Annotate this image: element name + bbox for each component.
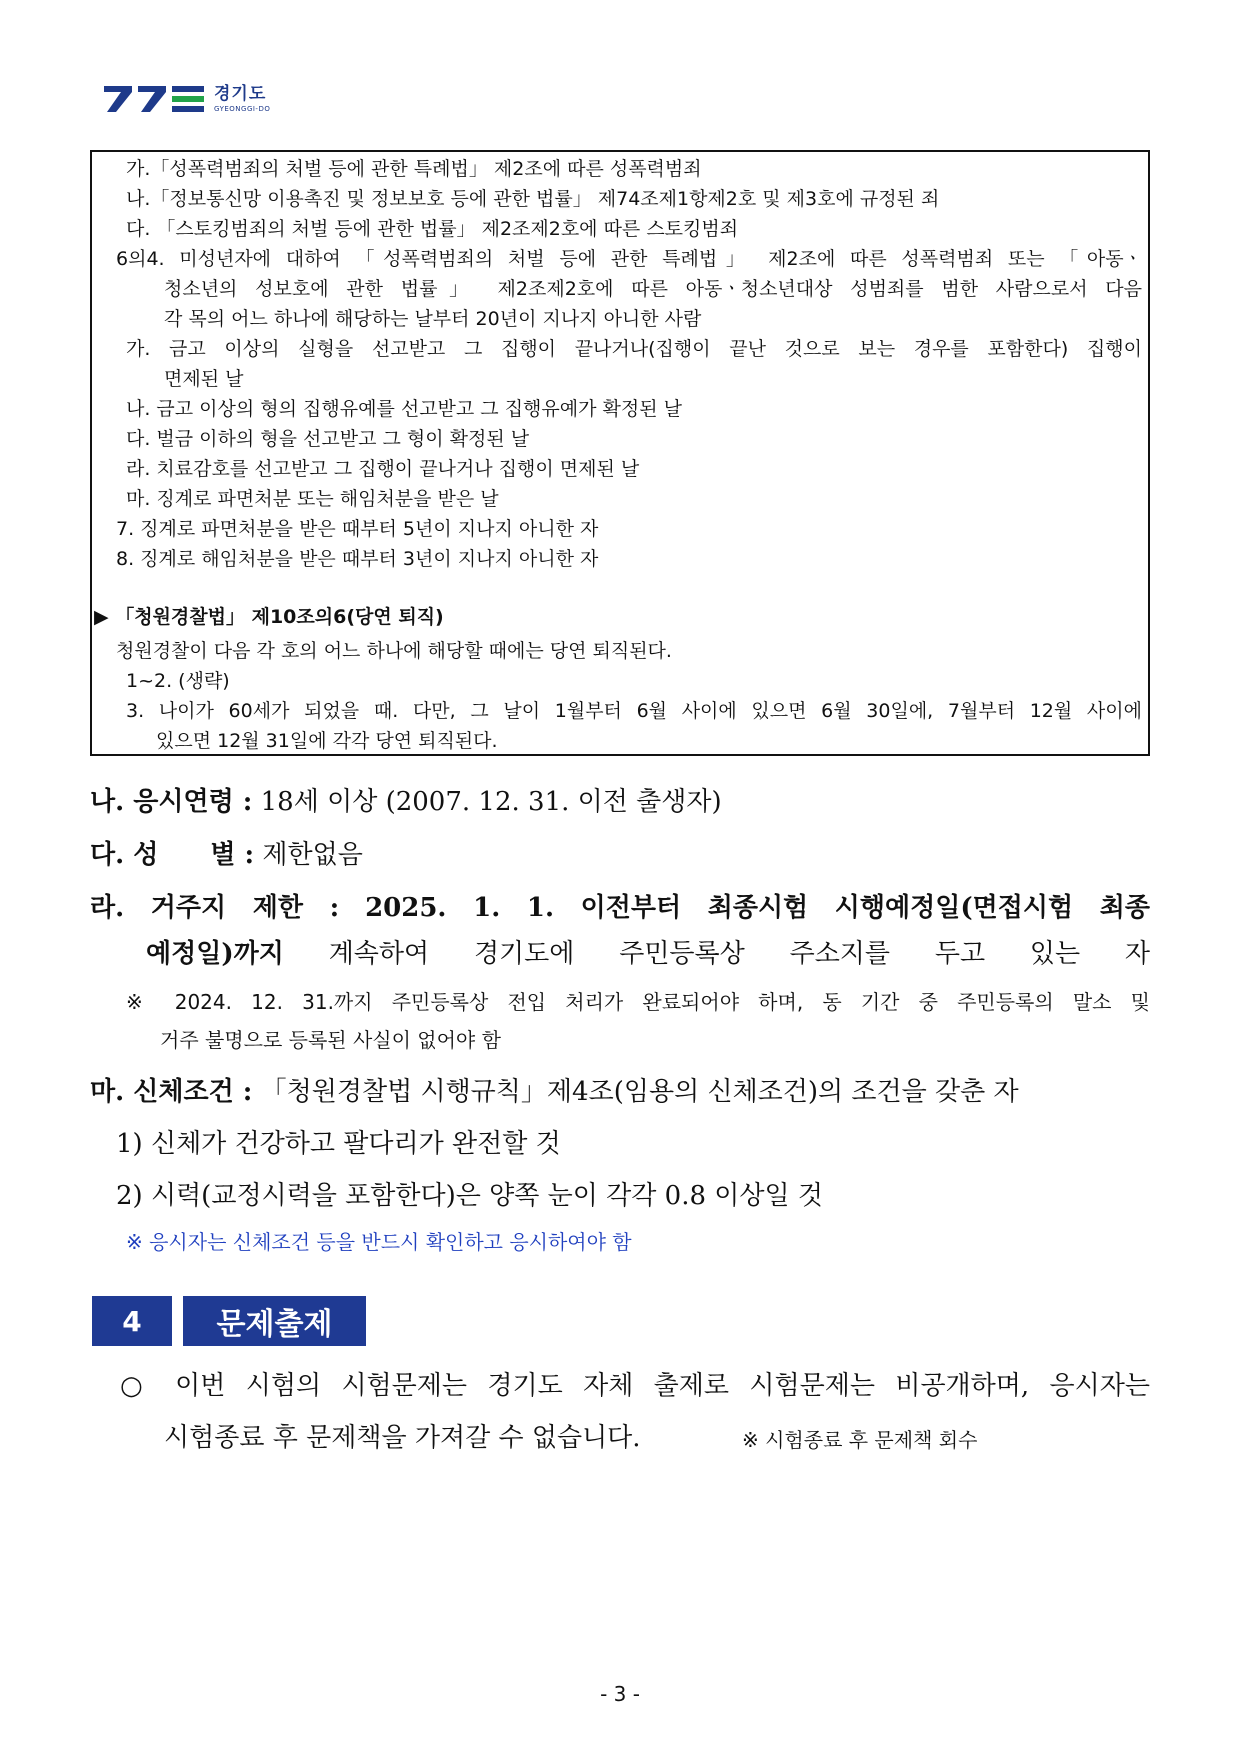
box-heading: ▶ 「청원경찰법」 제10조의6(당연 퇴직) bbox=[94, 606, 444, 628]
box-sub-line: 있으면 12월 31일에 각각 당연 퇴직된다. bbox=[156, 730, 498, 752]
gyeonggi-logo bbox=[104, 82, 270, 116]
residence-requirement-line-2 bbox=[146, 936, 1150, 972]
box-sub-line: 청원경찰이 다음 각 호의 어느 하나에 해당할 때에는 당연 퇴직된다. bbox=[116, 640, 672, 662]
residence-label: 라. 거주지 제한 : bbox=[90, 893, 340, 923]
box-line: 6의4. 미성년자에 대하여 「성폭력범죄의 처벌 등에 관한 특례법」 제2조에 따른 성폭력범죄 또는 「아동ㆍ bbox=[116, 248, 1142, 270]
law-excerpt-box bbox=[90, 150, 1150, 756]
box-line: 8. 징계로 해임처분을 받은 때부터 3년이 지나지 아니한 자 bbox=[116, 548, 599, 570]
page-number: - 3 - bbox=[600, 1682, 640, 1706]
physical-item: 1) 신체가 건강하고 팔다리가 완전할 것 bbox=[116, 1129, 561, 1159]
age-label: 나. 응시연령 : bbox=[90, 787, 253, 817]
physical-value: 「청원경찰법 시행규칙」제4조(임용의 신체조건)의 조건을 갖춘 자 bbox=[260, 1077, 1019, 1107]
section4-line-1: ○ 이번 시험의 시험문제는 경기도 자체 출제로 시험문제는 비공개하며, 응시자는 bbox=[120, 1371, 1150, 1401]
age-requirement bbox=[90, 784, 722, 820]
residence-note-line-2: 거주 불명으로 등록된 사실이 없어야 함 bbox=[160, 1028, 501, 1052]
box-line: 가. 금고 이상의 실형을 선고받고 그 집행이 끝나거나(집행이 끝난 것으로 보는 경우를 포함한다) 집행이 bbox=[126, 338, 1142, 360]
physical-note: ※ 응시자는 신체조건 등을 반드시 확인하고 응시하여야 함 bbox=[126, 1230, 632, 1254]
box-sub-line: 1~2. (생략) bbox=[126, 670, 230, 692]
box-line: 나.「정보통신망 이용촉진 및 정보보호 등에 관한 법률」 제74조제1항제2호 및 제3호에 규정된 죄 bbox=[126, 188, 940, 210]
gender-requirement bbox=[90, 837, 363, 873]
section-number: 4 bbox=[92, 1296, 172, 1346]
box-line: 마. 징계로 파면처분 또는 해임처분을 받은 날 bbox=[126, 488, 499, 510]
physical-label: 마. 신체조건 : bbox=[90, 1077, 253, 1107]
box-line: 가.「성폭력범죄의 처벌 등에 관한 특례법」 제2조에 따른 성폭력범죄 bbox=[126, 158, 702, 180]
box-line: 청소년의 성보호에 관한 법률」 제2조제2호에 따른 아동ㆍ청소년대상 성범죄를 범한 사람으로서 다음 bbox=[164, 278, 1142, 300]
box-line: 각 목의 어느 하나에 해당하는 날부터 20년이 지나지 아니한 사람 bbox=[164, 308, 702, 330]
box-line: 나. 금고 이상의 형의 집행유예를 선고받고 그 집행유예가 확정된 날 bbox=[126, 398, 682, 420]
section4-line-2: 시험종료 후 문제책을 가져갈 수 없습니다. bbox=[164, 1423, 641, 1453]
gender-value: 제한없음 bbox=[262, 840, 363, 870]
box-line: 7. 징계로 파면처분을 받은 때부터 5년이 지나지 아니한 자 bbox=[116, 518, 599, 540]
box-line: 라. 치료감호를 선고받고 그 집행이 끝나거나 집행이 면제된 날 bbox=[126, 458, 640, 480]
physical-item: 2) 시력(교정시력을 포함한다)은 양쪽 눈이 각각 0.8 이상일 것 bbox=[116, 1181, 823, 1211]
gyeonggi-logo-icon bbox=[104, 82, 206, 116]
section-title: 문제출제 bbox=[183, 1296, 366, 1346]
age-value: 18세 이상 (2007. 12. 31. 이전 출생자) bbox=[260, 787, 722, 817]
logo-name-ko: 경기도 bbox=[214, 83, 267, 104]
residence-requirement-line-1 bbox=[90, 890, 1150, 926]
gender-label: 다. 성 별 : bbox=[90, 840, 255, 870]
box-line: 다. 「스토킹범죄의 처벌 등에 관한 법률」 제2조제2호에 따른 스토킹범죄 bbox=[126, 218, 739, 240]
section4-line-2-note: ※ 시험종료 후 문제책 회수 bbox=[742, 1428, 978, 1452]
residence-rest-2: 계속하여 경기도에 주민등록상 주소지를 두고 있는 자 bbox=[328, 939, 1151, 969]
residence-bold-2: 예정일)까지 bbox=[146, 939, 284, 969]
residence-note-line-1: ※ 2024. 12. 31.까지 주민등록상 전입 처리가 완료되어야 하며, 동 기간 중 주민등록의 말소 및 bbox=[126, 990, 1150, 1014]
box-sub-line: 3. 나이가 60세가 되었을 때. 다만, 그 날이 1월부터 6월 사이에 있으면 6월 30일에, 7월부터 12월 사이에 bbox=[126, 700, 1142, 722]
box-line: 다. 벌금 이하의 형을 선고받고 그 형이 확정된 날 bbox=[126, 428, 530, 450]
box-line: 면제된 날 bbox=[164, 368, 244, 390]
logo-name-en: GYEONGGI-DO bbox=[214, 104, 271, 113]
residence-bold-1: 2025. 1. 1. 이전부터 최종시험 시행예정일(면접시험 최종 bbox=[365, 893, 1150, 923]
physical-requirement bbox=[90, 1074, 1019, 1110]
